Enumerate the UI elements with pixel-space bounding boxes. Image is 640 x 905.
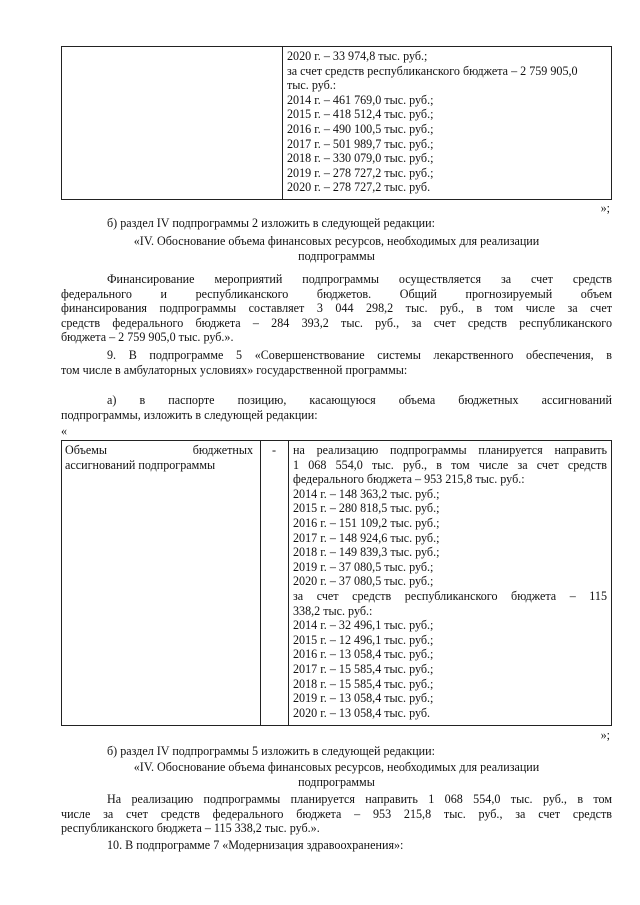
budget-allocation-table <box>61 440 612 726</box>
value-line: на реализацию подпрограммы планируется направить <box>293 443 607 457</box>
value-line: 2017 г. – 501 989,7 тыс. руб.; <box>287 136 434 151</box>
section-title-line: «IV. Обоснование объема финансовых ресурсов, необходимых для реализации <box>133 760 540 774</box>
budget-table-continuation <box>61 46 612 200</box>
value-line: за счет средств республиканского бюджета – 115 <box>293 588 607 603</box>
text-line: На реализацию подпрограммы планируется направить 1 068 554,0 тыс. руб., в том <box>107 792 612 806</box>
text-line: финансирования подпрограммы составляет 3 044 298,2 тыс. руб., в том числе за счет <box>61 301 612 316</box>
realization-paragraph <box>61 792 612 836</box>
value-line: 2019 г. – 13 058,4 тыс. руб.; <box>293 691 434 706</box>
value-line: 2016 г. – 151 109,2 тыс. руб.; <box>293 515 440 530</box>
section-title-line: подпрограммы <box>298 248 375 263</box>
section-title <box>61 760 612 789</box>
label-line: Объемы бюджетных <box>65 443 253 457</box>
text-line: подпрограммы, изложить в следующей редакции: <box>61 407 318 422</box>
table-value-cell <box>287 49 609 195</box>
table-label-cell <box>62 47 283 199</box>
value-line: 2020 г. – 278 727,2 тыс. руб. <box>287 180 431 195</box>
value-line: 2017 г. – 15 585,4 тыс. руб.; <box>293 661 434 676</box>
text-line: средств федерального бюджета – 284 393,2 тыс. руб., за счет средств республиканского <box>61 315 612 330</box>
financing-paragraph <box>61 272 612 345</box>
text-line: 9. В подпрограмме 5 «Совершенствование системы лекарственного обеспечения, в <box>107 348 612 362</box>
section-title-line: подпрограммы <box>298 774 375 789</box>
text-line: федерального и республиканского бюджетов. Общий прогнозируемый объем <box>61 286 612 301</box>
table-dash-cell <box>260 441 289 725</box>
paragraph-item-9 <box>61 348 612 377</box>
section-title-line: «IV. Обоснование объема финансовых ресурсов, необходимых для реализации <box>133 234 540 248</box>
text-line: том числе в амбулаторных условиях» государственной программы: <box>61 362 408 377</box>
dash-text: - <box>271 443 277 457</box>
value-line: 2015 г. – 418 512,4 тыс. руб.; <box>287 107 434 122</box>
value-line: 2016 г. – 13 058,4 тыс. руб.; <box>293 647 434 662</box>
value-line: 2015 г. – 280 818,5 тыс. руб.; <box>293 501 440 516</box>
value-line: 2015 г. – 12 496,1 тыс. руб.; <box>293 632 434 647</box>
value-line: 2018 г. – 149 839,3 тыс. руб.; <box>293 545 440 560</box>
value-line: 2020 г. – 37 080,5 тыс. руб.; <box>293 574 434 589</box>
value-line: 338,2 тыс. руб.: <box>293 603 373 618</box>
value-line: федерального бюджета – 953 215,8 тыс. руб.: <box>293 472 525 487</box>
value-line: 2020 г. – 33 974,8 тыс. руб.; <box>287 49 428 63</box>
value-line: 2019 г. – 278 727,2 тыс. руб.; <box>287 165 434 180</box>
paragraph-item-10: 10. В подпрограмме 7 «Модернизация здравоохранения»: <box>107 838 404 852</box>
table-label-cell <box>62 441 261 725</box>
value-line: 2017 г. – 148 924,6 тыс. руб.; <box>293 530 440 545</box>
value-line: за счет средств республиканского бюджета – 2 759 905,0 <box>287 63 578 78</box>
text-line: числе за счет средств федерального бюджета – 953 215,8 тыс. руб., за счет средств <box>61 806 612 821</box>
value-line: 2014 г. – 32 496,1 тыс. руб.; <box>293 618 434 633</box>
value-line: 2018 г. – 330 079,0 тыс. руб.; <box>287 151 434 166</box>
value-line: 2014 г. – 461 769,0 тыс. руб.; <box>287 92 434 107</box>
value-line: 1 068 554,0 тыс. руб., в том числе за счет средств <box>293 457 607 472</box>
section-title <box>61 234 612 263</box>
opening-quote: « <box>61 424 68 438</box>
table-value-cell <box>293 443 607 720</box>
value-line: 2019 г. – 37 080,5 тыс. руб.; <box>293 559 434 574</box>
value-line: 2014 г. – 148 363,2 тыс. руб.; <box>293 486 440 501</box>
paragraph-item-b: б) раздел IV подпрограммы 5 изложить в следующей редакции: <box>107 744 435 758</box>
text-line: бюджета – 2 759 905,0 тыс. руб.». <box>61 330 234 345</box>
closing-quote: »; <box>600 728 610 742</box>
value-line: 2016 г. – 490 100,5 тыс. руб.; <box>287 121 434 136</box>
text-line: республиканского бюджета – 115 338,2 тыс. руб.». <box>61 821 320 836</box>
text-line: а) в паспорте позицию, касающуюся объема бюджетных ассигнований <box>107 393 612 407</box>
paragraph-item-a <box>61 393 612 422</box>
closing-quote: »; <box>600 201 610 215</box>
value-line: тыс. руб.: <box>287 78 337 93</box>
label-line: ассигнований подпрограммы <box>65 457 216 472</box>
value-line: 2018 г. – 15 585,4 тыс. руб.; <box>293 676 434 691</box>
text-line: Финансирование мероприятий подпрограммы осуществляется за счет средств <box>107 272 612 286</box>
value-line: 2020 г. – 13 058,4 тыс. руб. <box>293 705 431 720</box>
paragraph-item-b: б) раздел IV подпрограммы 2 изложить в следующей редакции: <box>107 216 435 230</box>
